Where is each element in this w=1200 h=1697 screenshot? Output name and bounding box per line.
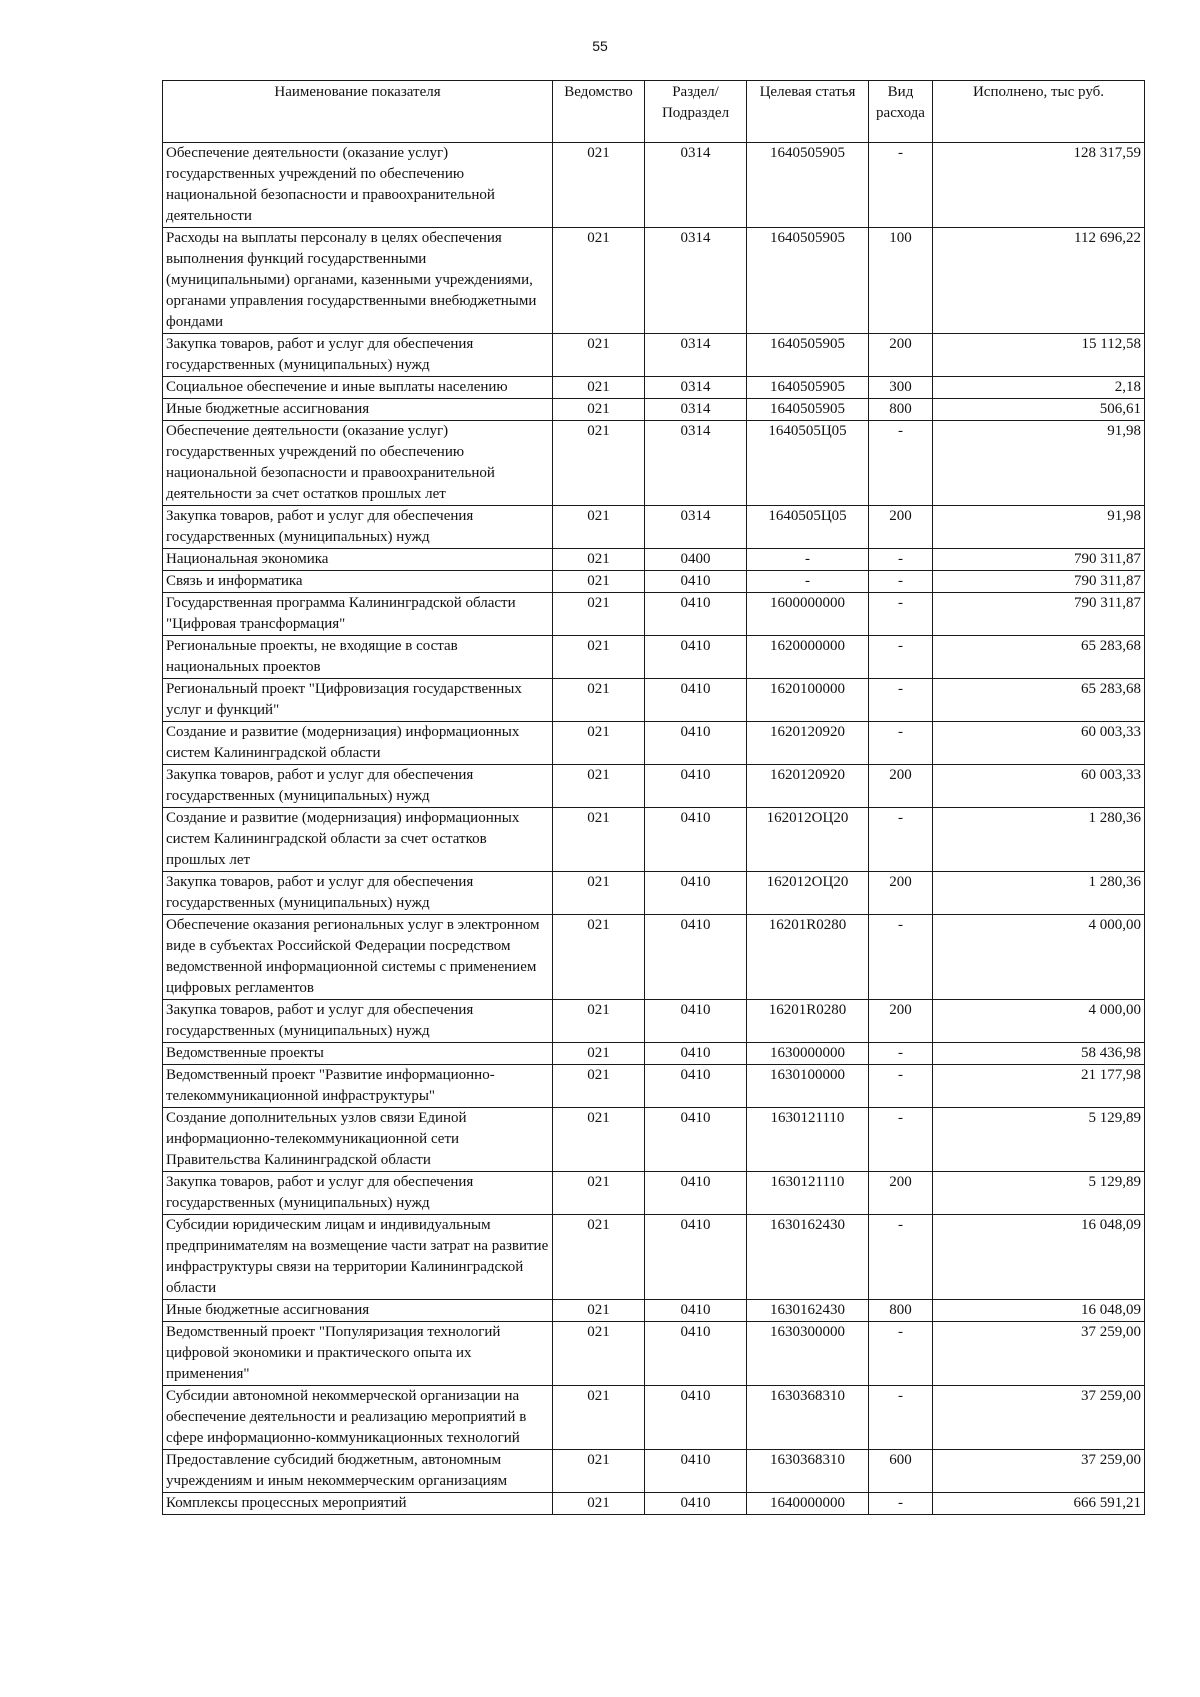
row-exp-type: - xyxy=(869,808,933,872)
table-row xyxy=(163,421,1145,506)
row-exp-type: 800 xyxy=(869,1300,933,1322)
row-section: 0410 xyxy=(645,593,747,636)
row-dept: 021 xyxy=(553,636,645,679)
row-exp-type: 600 xyxy=(869,1450,933,1493)
row-target: 1620120920 xyxy=(747,722,869,765)
row-section: 0410 xyxy=(645,1322,747,1386)
row-amount: 112 696,22 xyxy=(933,228,1145,334)
row-exp-type: - xyxy=(869,1065,933,1108)
table-row xyxy=(163,679,1145,722)
row-target: 1630121110 xyxy=(747,1108,869,1172)
row-exp-type: - xyxy=(869,679,933,722)
row-section: 0410 xyxy=(645,571,747,593)
row-amount: 128 317,59 xyxy=(933,143,1145,228)
page-number: 55 xyxy=(592,38,608,54)
row-target: 1620000000 xyxy=(747,636,869,679)
row-exp-type: - xyxy=(869,1043,933,1065)
row-target: 1640505905 xyxy=(747,399,869,421)
row-dept: 021 xyxy=(553,679,645,722)
row-section: 0314 xyxy=(645,228,747,334)
row-target: 1640505905 xyxy=(747,334,869,377)
row-name: Субсидии автономной некоммерческой организации на обеспечение деятельности и реализацию мероприятий в сфере информационно-коммуникационных технологий xyxy=(163,1386,553,1450)
row-name: Комплексы процессных мероприятий xyxy=(163,1493,553,1515)
row-dept: 021 xyxy=(553,399,645,421)
header-target: Целевая статья xyxy=(747,81,869,143)
row-target: 16201R0280 xyxy=(747,1000,869,1043)
table-row xyxy=(163,1450,1145,1493)
row-target: 1630100000 xyxy=(747,1065,869,1108)
row-amount: 5 129,89 xyxy=(933,1108,1145,1172)
row-amount: 65 283,68 xyxy=(933,636,1145,679)
row-exp-type: 100 xyxy=(869,228,933,334)
row-target: 1620120920 xyxy=(747,765,869,808)
row-target: 1600000000 xyxy=(747,593,869,636)
row-exp-type: 200 xyxy=(869,1172,933,1215)
row-name: Ведомственный проект "Популяризация технологий цифровой экономики и практического опыта их применения" xyxy=(163,1322,553,1386)
row-target: 1630162430 xyxy=(747,1215,869,1300)
row-dept: 021 xyxy=(553,1043,645,1065)
table-row xyxy=(163,1000,1145,1043)
row-name: Иные бюджетные ассигнования xyxy=(163,399,553,421)
row-name: Национальная экономика xyxy=(163,549,553,571)
row-amount: 91,98 xyxy=(933,506,1145,549)
row-name: Субсидии юридическим лицам и индивидуальным предпринимателям на возмещение части затрат на развитие инфраструктуры связи на территории Калининградской области xyxy=(163,1215,553,1300)
row-dept: 021 xyxy=(553,765,645,808)
table-row xyxy=(163,334,1145,377)
row-amount: 2,18 xyxy=(933,377,1145,399)
row-name: Расходы на выплаты персоналу в целях обеспечения выполнения функций государственными (муниципальными) органами, казенными учреждениями, органами управления государственными внебюджетными фондами xyxy=(163,228,553,334)
row-amount: 506,61 xyxy=(933,399,1145,421)
table-row xyxy=(163,1493,1145,1515)
row-section: 0410 xyxy=(645,636,747,679)
row-amount: 21 177,98 xyxy=(933,1065,1145,1108)
row-dept: 021 xyxy=(553,808,645,872)
row-target: 1620100000 xyxy=(747,679,869,722)
row-section: 0314 xyxy=(645,143,747,228)
row-amount: 1 280,36 xyxy=(933,872,1145,915)
table-body xyxy=(163,143,1145,1515)
row-dept: 021 xyxy=(553,143,645,228)
row-section: 0410 xyxy=(645,915,747,1000)
row-exp-type: 200 xyxy=(869,334,933,377)
table-row xyxy=(163,506,1145,549)
row-name: Закупка товаров, работ и услуг для обеспечения государственных (муниципальных) нужд xyxy=(163,1172,553,1215)
row-dept: 021 xyxy=(553,421,645,506)
table-row xyxy=(163,636,1145,679)
row-name: Связь и информатика xyxy=(163,571,553,593)
row-amount: 5 129,89 xyxy=(933,1172,1145,1215)
row-exp-type: 200 xyxy=(869,506,933,549)
row-dept: 021 xyxy=(553,1322,645,1386)
row-amount: 91,98 xyxy=(933,421,1145,506)
row-dept: 021 xyxy=(553,1000,645,1043)
table-row xyxy=(163,722,1145,765)
row-section: 0410 xyxy=(645,1493,747,1515)
row-target: 1640505905 xyxy=(747,143,869,228)
row-target: 1630300000 xyxy=(747,1322,869,1386)
row-dept: 021 xyxy=(553,1108,645,1172)
row-amount: 37 259,00 xyxy=(933,1322,1145,1386)
row-target: - xyxy=(747,549,869,571)
row-section: 0410 xyxy=(645,679,747,722)
table-row xyxy=(163,1172,1145,1215)
row-dept: 021 xyxy=(553,1450,645,1493)
row-name: Создание и развитие (модернизация) информационных систем Калининградской области за счет остатков прошлых лет xyxy=(163,808,553,872)
row-dept: 021 xyxy=(553,1493,645,1515)
table-row xyxy=(163,593,1145,636)
row-exp-type: 300 xyxy=(869,377,933,399)
row-section: 0410 xyxy=(645,1450,747,1493)
table-row xyxy=(163,377,1145,399)
row-amount: 666 591,21 xyxy=(933,1493,1145,1515)
row-target: 1640000000 xyxy=(747,1493,869,1515)
table-row xyxy=(163,1108,1145,1172)
table-row xyxy=(163,1215,1145,1300)
row-name: Иные бюджетные ассигнования xyxy=(163,1300,553,1322)
table-row xyxy=(163,571,1145,593)
row-exp-type: 200 xyxy=(869,765,933,808)
row-target: 1640505Ц05 xyxy=(747,506,869,549)
table-row xyxy=(163,228,1145,334)
row-target: 1630368310 xyxy=(747,1450,869,1493)
row-dept: 021 xyxy=(553,593,645,636)
row-dept: 021 xyxy=(553,549,645,571)
table-row xyxy=(163,915,1145,1000)
row-exp-type: - xyxy=(869,1215,933,1300)
row-name: Социальное обеспечение и иные выплаты населению xyxy=(163,377,553,399)
row-amount: 790 311,87 xyxy=(933,571,1145,593)
row-dept: 021 xyxy=(553,722,645,765)
table-header-row xyxy=(163,81,1145,143)
row-section: 0410 xyxy=(645,1108,747,1172)
row-exp-type: - xyxy=(869,593,933,636)
row-section: 0410 xyxy=(645,1172,747,1215)
row-name: Ведомственный проект "Развитие информационно-телекоммуникационной инфраструктуры" xyxy=(163,1065,553,1108)
row-exp-type: - xyxy=(869,1108,933,1172)
table-row xyxy=(163,765,1145,808)
row-section: 0410 xyxy=(645,1000,747,1043)
row-amount: 15 112,58 xyxy=(933,334,1145,377)
row-name: Закупка товаров, работ и услуг для обеспечения государственных (муниципальных) нужд xyxy=(163,765,553,808)
header-executed: Исполнено, тыс руб. xyxy=(933,81,1145,143)
row-exp-type: - xyxy=(869,636,933,679)
header-name: Наименование показателя xyxy=(163,81,553,143)
row-amount: 60 003,33 xyxy=(933,765,1145,808)
table-row xyxy=(163,1065,1145,1108)
row-target: 162012ОЦ20 xyxy=(747,808,869,872)
table-row xyxy=(163,549,1145,571)
header-dept: Ведомство xyxy=(553,81,645,143)
table-row xyxy=(163,143,1145,228)
row-target: 1640505905 xyxy=(747,377,869,399)
row-amount: 790 311,87 xyxy=(933,549,1145,571)
row-exp-type: 200 xyxy=(869,872,933,915)
row-dept: 021 xyxy=(553,1300,645,1322)
row-name: Создание дополнительных узлов связи Единой информационно-телекоммуникационной сети Правительства Калининградской области xyxy=(163,1108,553,1172)
table-row xyxy=(163,1322,1145,1386)
row-exp-type: 800 xyxy=(869,399,933,421)
row-target: 1630162430 xyxy=(747,1300,869,1322)
table-row xyxy=(163,1386,1145,1450)
table-row xyxy=(163,1043,1145,1065)
row-amount: 16 048,09 xyxy=(933,1300,1145,1322)
row-section: 0410 xyxy=(645,808,747,872)
row-target: 16201R0280 xyxy=(747,915,869,1000)
row-name: Обеспечение деятельности (оказание услуг) государственных учреждений по обеспечению национальной безопасности и правоохранительной деятельности xyxy=(163,143,553,228)
header-section: Раздел/ Подраздел xyxy=(645,81,747,143)
row-amount: 58 436,98 xyxy=(933,1043,1145,1065)
row-name: Закупка товаров, работ и услуг для обеспечения государственных (муниципальных) нужд xyxy=(163,506,553,549)
row-name: Предоставление субсидий бюджетным, автономным учреждениям и иным некоммерческим организациям xyxy=(163,1450,553,1493)
row-dept: 021 xyxy=(553,571,645,593)
row-exp-type: - xyxy=(869,421,933,506)
row-section: 0410 xyxy=(645,1065,747,1108)
row-section: 0314 xyxy=(645,334,747,377)
table-row xyxy=(163,399,1145,421)
row-section: 0410 xyxy=(645,765,747,808)
row-dept: 021 xyxy=(553,334,645,377)
row-amount: 65 283,68 xyxy=(933,679,1145,722)
row-exp-type: - xyxy=(869,571,933,593)
budget-table xyxy=(162,80,1145,1515)
row-target: 1630368310 xyxy=(747,1386,869,1450)
row-target: 1630121110 xyxy=(747,1172,869,1215)
row-exp-type: - xyxy=(869,1322,933,1386)
row-dept: 021 xyxy=(553,506,645,549)
row-name: Закупка товаров, работ и услуг для обеспечения государственных (муниципальных) нужд xyxy=(163,872,553,915)
table-row xyxy=(163,1300,1145,1322)
row-name: Государственная программа Калининградской области "Цифровая трансформация" xyxy=(163,593,553,636)
row-target: 1640505905 xyxy=(747,228,869,334)
row-section: 0314 xyxy=(645,399,747,421)
row-amount: 1 280,36 xyxy=(933,808,1145,872)
row-amount: 4 000,00 xyxy=(933,915,1145,1000)
row-exp-type: - xyxy=(869,722,933,765)
table-row xyxy=(163,808,1145,872)
row-section: 0410 xyxy=(645,872,747,915)
row-dept: 021 xyxy=(553,377,645,399)
row-target: - xyxy=(747,571,869,593)
row-dept: 021 xyxy=(553,228,645,334)
row-amount: 790 311,87 xyxy=(933,593,1145,636)
row-section: 0410 xyxy=(645,1215,747,1300)
row-name: Ведомственные проекты xyxy=(163,1043,553,1065)
row-amount: 37 259,00 xyxy=(933,1386,1145,1450)
row-amount: 37 259,00 xyxy=(933,1450,1145,1493)
row-name: Обеспечение оказания региональных услуг в электронном виде в субъектах Российской Федерации посредством ведомственной информационной системы с применением цифровых регламентов xyxy=(163,915,553,1000)
row-name: Закупка товаров, работ и услуг для обеспечения государственных (муниципальных) нужд xyxy=(163,334,553,377)
row-exp-type: 200 xyxy=(869,1000,933,1043)
row-exp-type: - xyxy=(869,1493,933,1515)
row-target: 1640505Ц05 xyxy=(747,421,869,506)
row-section: 0410 xyxy=(645,1043,747,1065)
row-section: 0410 xyxy=(645,1300,747,1322)
row-target: 1630000000 xyxy=(747,1043,869,1065)
row-name: Закупка товаров, работ и услуг для обеспечения государственных (муниципальных) нужд xyxy=(163,1000,553,1043)
row-amount: 60 003,33 xyxy=(933,722,1145,765)
row-section: 0400 xyxy=(645,549,747,571)
row-name: Обеспечение деятельности (оказание услуг) государственных учреждений по обеспечению национальной безопасности и правоохранительной деятельности за счет остатков прошлых лет xyxy=(163,421,553,506)
row-name: Региональные проекты, не входящие в состав национальных проектов xyxy=(163,636,553,679)
row-section: 0314 xyxy=(645,377,747,399)
row-dept: 021 xyxy=(553,1386,645,1450)
row-dept: 021 xyxy=(553,915,645,1000)
row-exp-type: - xyxy=(869,915,933,1000)
row-dept: 021 xyxy=(553,1065,645,1108)
table-row xyxy=(163,872,1145,915)
row-name: Региональный проект "Цифровизация государственных услуг и функций" xyxy=(163,679,553,722)
row-dept: 021 xyxy=(553,1215,645,1300)
row-name: Создание и развитие (модернизация) информационных систем Калининградской области xyxy=(163,722,553,765)
row-target: 162012ОЦ20 xyxy=(747,872,869,915)
header-exp-type: Вид расхода xyxy=(869,81,933,143)
row-section: 0410 xyxy=(645,722,747,765)
row-section: 0314 xyxy=(645,421,747,506)
row-dept: 021 xyxy=(553,872,645,915)
row-exp-type: - xyxy=(869,549,933,571)
row-section: 0410 xyxy=(645,1386,747,1450)
row-section: 0314 xyxy=(645,506,747,549)
row-amount: 16 048,09 xyxy=(933,1215,1145,1300)
row-dept: 021 xyxy=(553,1172,645,1215)
row-amount: 4 000,00 xyxy=(933,1000,1145,1043)
row-exp-type: - xyxy=(869,143,933,228)
row-exp-type: - xyxy=(869,1386,933,1450)
